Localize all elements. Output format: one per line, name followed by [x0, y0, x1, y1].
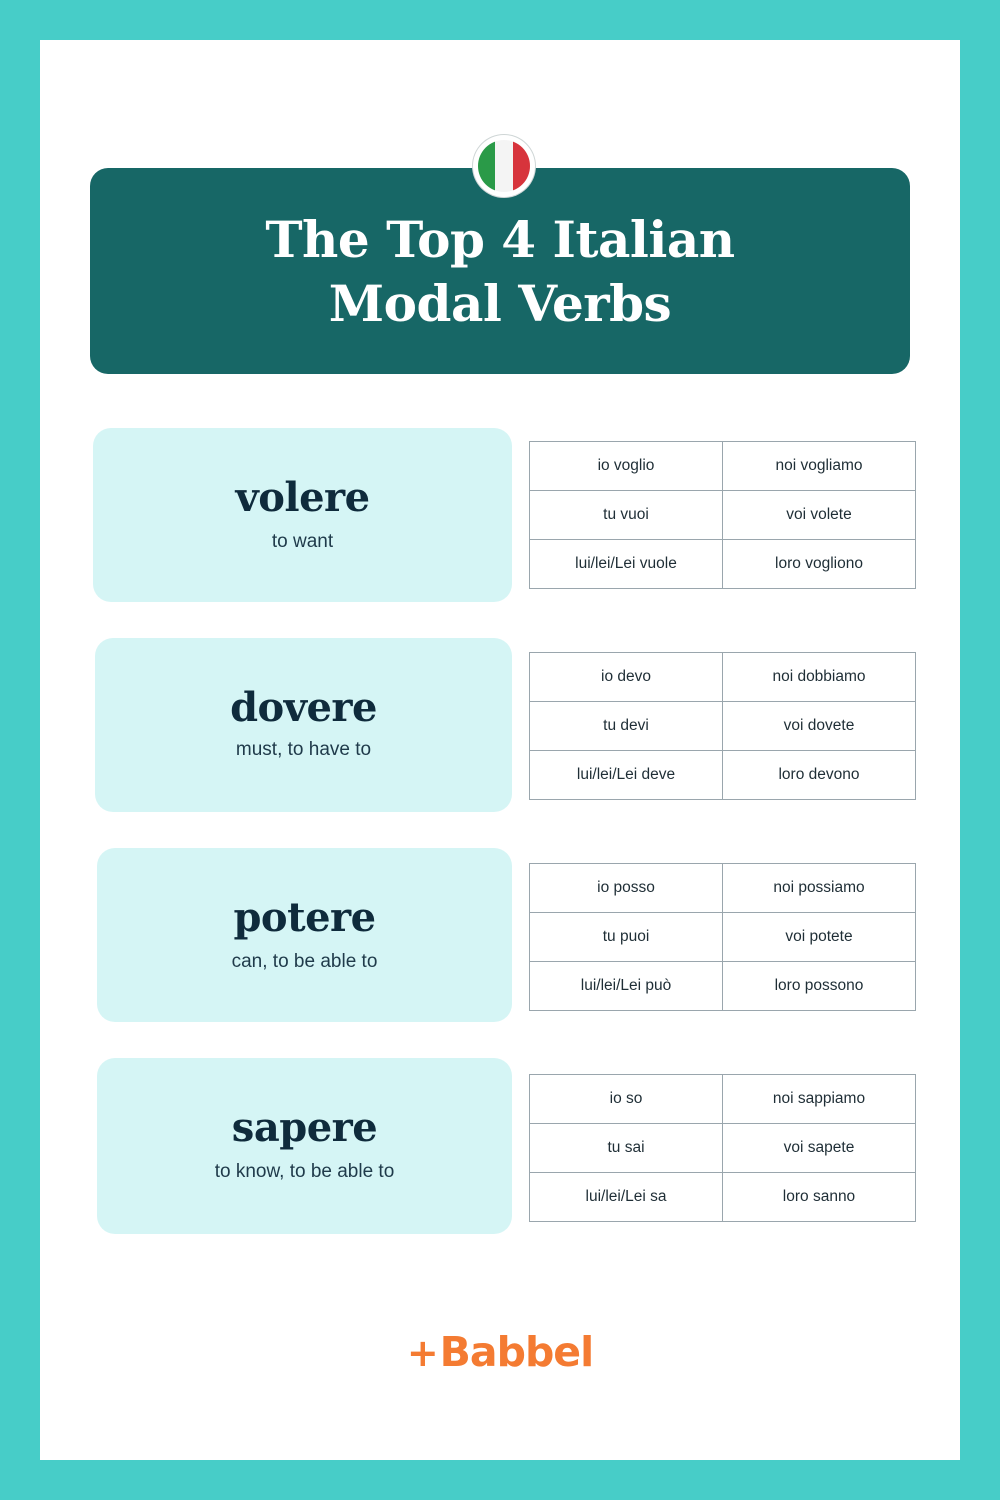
table-cell: io posso	[530, 864, 723, 913]
verb-card-sapere	[97, 1058, 512, 1234]
table-cell: loro possono	[723, 962, 916, 1011]
verb-card-dovere	[95, 638, 512, 812]
table-cell: tu puoi	[530, 913, 723, 962]
table-cell: lui/lei/Lei può	[530, 962, 723, 1011]
table-cell: tu devi	[530, 702, 723, 751]
table-cell: lui/lei/Lei deve	[530, 751, 723, 800]
table-cell: voi sapete	[723, 1124, 916, 1173]
table-cell: noi dobbiamo	[723, 653, 916, 702]
verb-name: sapere	[231, 1104, 378, 1151]
plus-icon: +	[406, 1331, 438, 1375]
table-row	[530, 913, 916, 962]
table-row	[530, 1173, 916, 1222]
title-line-1: The Top 4 Italian	[265, 210, 735, 269]
table-row	[530, 751, 916, 800]
verb-meaning: must, to have to	[235, 739, 372, 760]
table-row	[530, 1075, 916, 1124]
babbel-logo	[40, 1328, 960, 1376]
table-cell: tu sai	[530, 1124, 723, 1173]
table-cell: voi dovete	[723, 702, 916, 751]
table-cell: voi volete	[723, 491, 916, 540]
infographic-sheet	[40, 40, 960, 1460]
table-cell: io voglio	[530, 442, 723, 491]
flag-red-stripe	[513, 140, 530, 192]
table-cell: loro vogliono	[723, 540, 916, 589]
table-cell: tu vuoi	[530, 491, 723, 540]
table-cell: voi potete	[723, 913, 916, 962]
flag-white-stripe	[495, 140, 512, 192]
table-row	[530, 864, 916, 913]
table-cell: io so	[530, 1075, 723, 1124]
verb-name: potere	[233, 894, 376, 941]
verb-meaning: can, to be able to	[231, 951, 378, 972]
conjugation-table-volere	[529, 441, 916, 589]
table-row	[530, 491, 916, 540]
table-cell: noi possiamo	[723, 864, 916, 913]
table-cell: lui/lei/Lei vuole	[530, 540, 723, 589]
verb-meaning: to know, to be able to	[214, 1161, 395, 1182]
title-banner	[90, 168, 910, 374]
table-cell: loro devono	[723, 751, 916, 800]
conjugation-table-dovere	[529, 652, 916, 800]
verb-meaning: to want	[271, 531, 334, 552]
logo-text: Babbel	[439, 1328, 594, 1376]
verb-name: dovere	[230, 684, 377, 731]
italy-flag-icon	[473, 135, 535, 197]
conjugation-table-sapere	[529, 1074, 916, 1222]
table-row	[530, 702, 916, 751]
table-row	[530, 540, 916, 589]
verb-card-volere	[93, 428, 512, 602]
table-cell: loro sanno	[723, 1173, 916, 1222]
table-row	[530, 962, 916, 1011]
table-cell: noi sappiamo	[723, 1075, 916, 1124]
table-cell: lui/lei/Lei sa	[530, 1173, 723, 1222]
table-cell: noi vogliamo	[723, 442, 916, 491]
table-row	[530, 653, 916, 702]
verb-name: volere	[235, 474, 370, 521]
conjugation-table-potere	[529, 863, 916, 1011]
table-row	[530, 1124, 916, 1173]
title-line-2: Modal Verbs	[328, 274, 672, 333]
table-row	[530, 442, 916, 491]
page-title	[90, 208, 910, 336]
flag-green-stripe	[478, 140, 495, 192]
table-cell: io devo	[530, 653, 723, 702]
verb-card-potere	[97, 848, 512, 1022]
